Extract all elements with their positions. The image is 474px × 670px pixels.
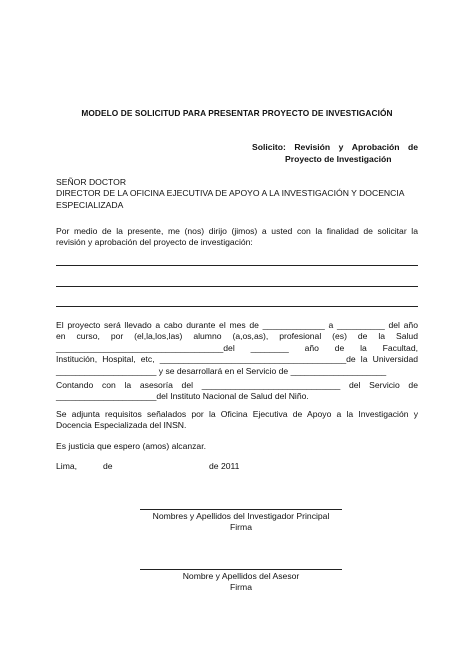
date-de: de [103,461,113,471]
signature-label: Firma [230,582,252,593]
attachments-paragraph [56,409,418,432]
advisor-line: Contando con la asesoría del _____________________________ del Servicio de [56,380,418,390]
signature-line-advisor [140,569,342,570]
signature-name: Nombre y Apellidos del Asesor [182,571,300,581]
solicito-word: Aprobación [351,142,400,152]
addressee-line: ESPECIALIZADA [56,199,124,210]
signature-name: Nombres y Apellidos del Investigador Principal [152,511,330,521]
solicito-word: Revisión [294,142,331,152]
signature-label: Firma [230,522,252,533]
document-title: MODELO DE SOLICITUD PARA PRESENTAR PROYECTO DE INVESTIGACIÓN [81,108,393,118]
advisor-line: _____________________del Instituto Nacional de Salud del Niño. [56,391,309,402]
addressee-line: DIRECTOR DE LA OFICINA EJECUTIVA DE APOYO A LA INVESTIGACIÓN Y DOCENCIA [56,188,405,199]
project-line: El proyecto será llevado a cabo durante el mes de _____________ a __________ del año [56,320,418,330]
project-title-blank-line [56,286,418,287]
attachments-line: Se adjunta requisitos señalados por la Oficina Ejecutiva de Apoyo a la Investigación y [56,409,418,419]
intro-line: Por medio de la presente, me (nos) dirijo (jimos) a usted con la finalidad de solicitar la [56,226,418,236]
addressee-block [56,177,418,211]
solicito-word: de [407,142,418,152]
project-title-blank-line [56,306,418,307]
project-paragraph [56,320,418,377]
date-city: Lima, [56,461,78,471]
solicito-block [252,142,418,165]
signature-block-advisor [100,571,382,594]
intro-line: revisión y aprobación del proyecto de investigación: [56,237,253,248]
advisor-paragraph [56,380,418,403]
solicito-word: y [338,142,344,152]
intro-paragraph [56,226,418,249]
solicito-line-2: Proyecto de Investigación [285,153,392,164]
signature-block-investigator [100,511,382,534]
signature-line-investigator [140,509,342,510]
project-line: en curso, por (el,la,los,las) alumno (a,os,as), profesional (es) de la Salud [56,331,418,342]
addressee-line: SEÑOR DOCTOR [56,177,127,187]
project-line: Institución, Hospital, etc, _______________________________________de la Universidad [56,354,418,365]
project-line: _____________________ y se desarrollará en el Servicio de ____________________ [56,365,387,376]
closing-line: Es justicia que espero (amos) alcanzar. [56,441,206,451]
solicito-line-1 [252,142,418,154]
date-year: de 2011 [209,461,240,471]
project-title-blank-line [56,265,418,266]
solicito-label: Solicito: [252,142,286,152]
project-line: ___________________________________del ________ año de la Facultad, [56,342,418,353]
attachments-line: Docencia Especializada del INSN. [56,420,187,431]
